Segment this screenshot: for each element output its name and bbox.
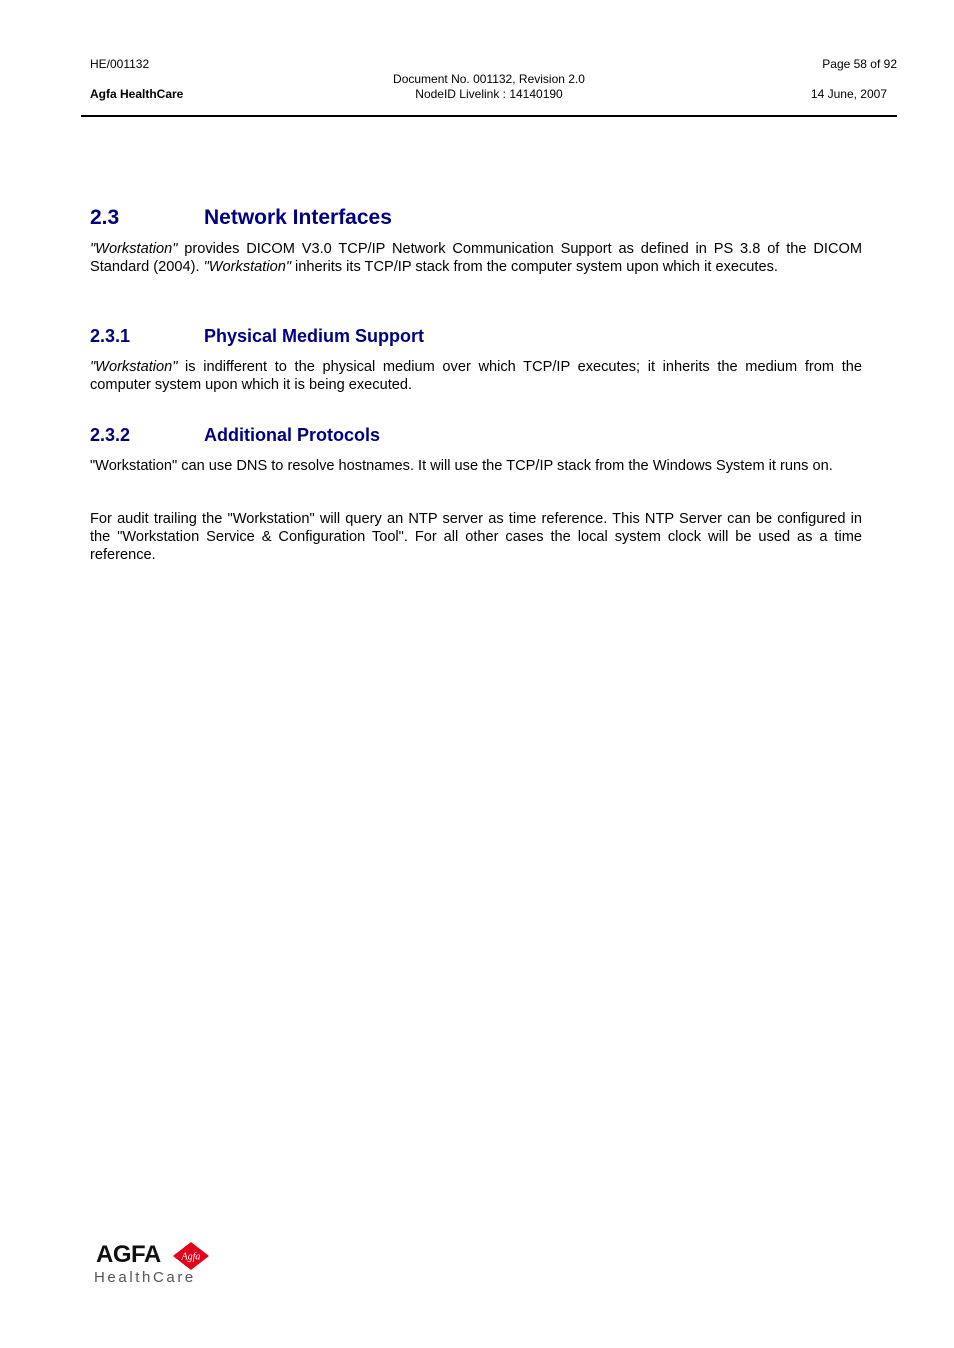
agfa-rhombus-icon bbox=[172, 1241, 210, 1271]
subsection-heading bbox=[90, 325, 424, 347]
header-divider bbox=[81, 115, 897, 117]
subsection-title: Physical Medium Support bbox=[204, 326, 425, 346]
subsection-paragraph: "Workstation" can use DNS to resolve hostnames. It will use the TCP/IP stack from the Windows System it runs on. bbox=[90, 458, 833, 474]
doc-code: HE/001132 bbox=[90, 57, 150, 71]
logo-wordmark: AGFA bbox=[96, 1241, 161, 1268]
svg-text:Agfa: Agfa bbox=[181, 1251, 201, 1263]
node-id: NodeID Livelink : 14140190 bbox=[415, 87, 563, 101]
paragraph-text: is indifferent to the physical medium over which TCP/IP executes; it inherits the medium from the computer system upon which it is being executed. bbox=[90, 359, 862, 394]
subsection-number: 2.3.1 bbox=[90, 326, 131, 346]
subsection-paragraph: For audit trailing the "Workstation" will query an NTP server as time reference. This NTP Server can be configured in the "Workstation Service & Configuration Tool". For all other cases the local system clock will be used as a time reference. bbox=[90, 511, 862, 564]
subsection-title: Additional Protocols bbox=[204, 425, 381, 445]
section-paragraph bbox=[90, 240, 862, 276]
quoted-term: "Workstation" bbox=[90, 359, 178, 375]
document-date: 14 June, 2007 bbox=[810, 87, 887, 101]
company-name: Agfa HealthCare bbox=[90, 87, 184, 101]
paragraph-text: provides DICOM V3.0 TCP/IP Network Communication Support as defined in PS 3.8 of the DICOM Standard (2004). bbox=[90, 241, 862, 276]
document-number: Document No. 001132, Revision 2.0 bbox=[393, 72, 585, 86]
logo-subtitle: HealthCare bbox=[94, 1269, 196, 1286]
subsection-number: 2.3.2 bbox=[90, 425, 131, 445]
section-title: Network Interfaces bbox=[204, 206, 392, 229]
quoted-term: "Workstation" bbox=[90, 241, 178, 257]
subsection-paragraph bbox=[90, 358, 862, 394]
section-heading bbox=[90, 205, 392, 231]
agfa-healthcare-logo bbox=[94, 1238, 224, 1290]
quoted-term: "Workstation" bbox=[203, 259, 291, 276]
subsection-heading bbox=[90, 424, 380, 446]
section-number: 2.3 bbox=[90, 206, 120, 229]
paragraph-text: inherits its TCP/IP stack from the computer system upon which it executes. bbox=[291, 259, 778, 276]
page-number: Page 58 of 92 bbox=[822, 57, 897, 71]
